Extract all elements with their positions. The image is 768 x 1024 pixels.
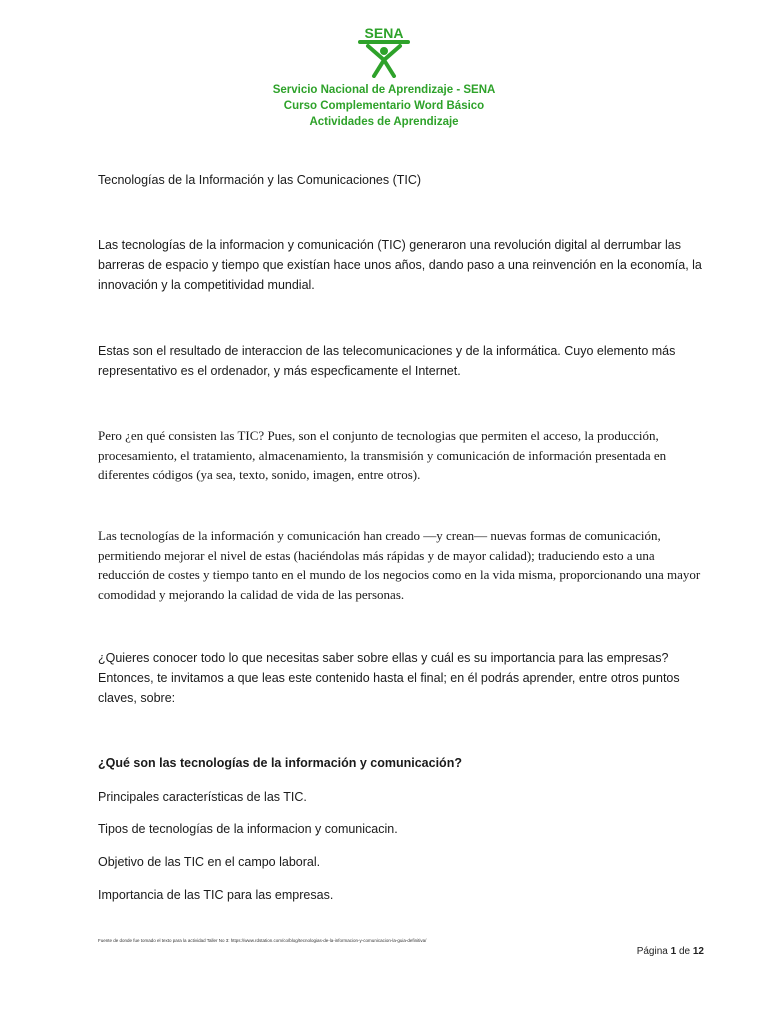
source-footnote: Fuente de donde fue tomado el texto para la actividad Taller No 3: https://www.rdstation.com/co/blog/tecnologias-de-la-informacion-y-comunicacion-la-guia-definitiva/ [98,938,427,943]
sena-logo-text: SENA [364,25,404,41]
paragraph-intro: Las tecnologías de la informacion y comunicación (TIC) generaron una revolución digital al derrumbar las barreras de espacio y tiempo que existían hace unos años, dando paso a una reinvención en la economía, la innovación y la competitividad mundial. [98,238,702,292]
current-page: 1 [670,946,677,957]
document-header [0,82,768,130]
topic-item: Tipos de tecnologías de la informacion y comunicacin. [98,822,398,836]
page-label: Página [636,946,668,957]
sena-logo [354,22,414,78]
page-number [637,946,704,957]
topic-item: Objetivo de las TIC en el campo laboral. [98,855,321,869]
topic-item: Principales características de las TIC. [98,790,307,804]
header-line-activity: Actividades de Aprendizaje [309,116,459,128]
topic-item: Importancia de las TIC para las empresas. [98,888,334,902]
paragraph-origin: Estas son el resultado de interaccion de las telecomunicaciones y de la informática. Cuyo elemento más representativo es el ordenador, y más especficamente el Internet. [98,344,676,378]
paragraph-invitation: ¿Quieres conocer todo lo que necesitas saber sobre ellas y cuál es su importancia para las empresas? Entonces, te invitamos a que leas este contenido hasta el final; en él podrás aprender, entre otros puntos claves, sobre: [98,651,680,705]
header-line-course: Curso Complementario Word Básico [283,100,485,112]
header-line-institution: Servicio Nacional de Aprendizaje - SENA [272,84,496,96]
total-pages: 12 [692,946,704,957]
paragraph-impact: Las tecnologías de la información y comunicación han creado —y crean— nuevas formas de comunicación, permitiendo mejorar el nivel de estas (haciéndolas más rápidas y de mayor calidad); traduciendo esto a una reducción de costes y tiempo tanto en el mundo de los negocios como en la vida misma, proporcionando una mayor comodidad y mejorando la calidad de vida de las personas. [98,528,701,602]
page-of-label: de [678,946,691,957]
paragraph-definition: Pero ¿en qué consisten las TIC? Pues, son el conjunto de tecnologias que permiten el acceso, la producción, procesamiento, el tratamiento, almacenamiento, la transmisión y comunicación de información presentada en diferentes códigos (ya sea, texto, sonido, imagen, entre otros). [98,428,667,482]
topic-item: ¿Qué son las tecnologías de la información y comunicación? [98,756,462,770]
document-title: Tecnologías de la Información y las Comunicaciones (TIC) [98,173,422,187]
